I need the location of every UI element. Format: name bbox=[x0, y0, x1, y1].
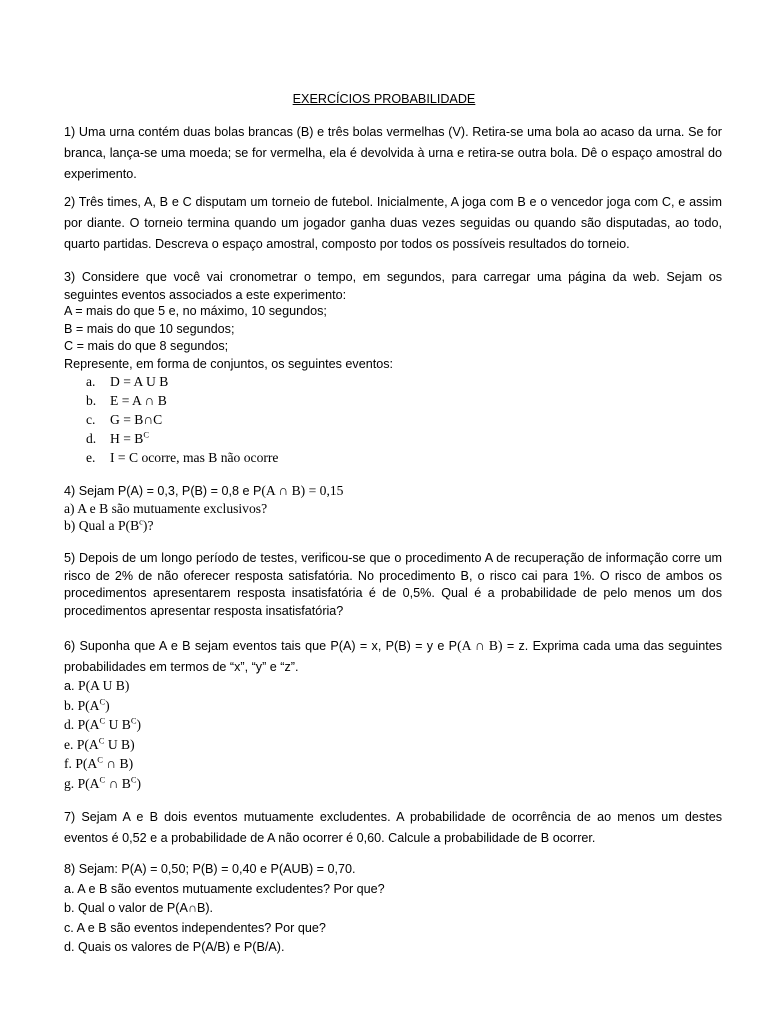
list-item: d. $P(A^C$ U $B^C$) bbox=[64, 715, 142, 732]
question-3-items bbox=[86, 372, 278, 467]
event-definition: C = mais do que 8 segundos; bbox=[64, 339, 229, 353]
question-3-intro: 3) Considere que você vai cronometrar o tempo, em segundos, para carregar uma página da web. Sejam os seguintes eventos associados a este experimento: bbox=[64, 270, 722, 302]
question-1: 1) Uma urna contém duas bolas brancas (B) e três bolas vermelhas (V). Retira-se uma bola ao acaso da urna. Se for branca, lança-se uma moeda; se for vermelha, ela é devolvida à urna e retira-se outra bola. Dê o espaço amostral do experimento. bbox=[64, 125, 722, 181]
question-7: 7) Sejam A e B dois eventos mutuamente excludentes. A probabilidade de ocorrência de ao menos um destes eventos é 0,52 e a probabilidade de A não ocorrer é 0,60. Calcule a probabilidade de B ocorrer. bbox=[64, 810, 722, 845]
list-item: c. A e B são eventos independentes? Por que? bbox=[64, 920, 326, 935]
list-item: b. E = A ∩ B bbox=[86, 393, 167, 408]
question-6-items bbox=[64, 676, 722, 793]
question-5: 5) Depois de um longo período de testes, verificou-se que o procedimento A de recuperação de informação corre um risco de 2% de não oferecer resposta satisfatória. No procedimento B, o risco cai para 1%. O risco de ambos os procedimentos apresentarem resposta insatisfatória é de 0,5%. Qual é a probabilidade de pelo menos um dos procedimentos apresentar resposta insatisfatória? bbox=[64, 551, 722, 618]
list-item: a. D = A U B bbox=[86, 374, 169, 389]
list-item: f. $P(A^C$ ∩ B) bbox=[64, 754, 134, 771]
list-item: a. A e B são eventos mutuamente excludentes? Por que? bbox=[64, 881, 385, 896]
list-item: a. P(A U B) bbox=[64, 678, 130, 693]
page-title: EXERCÍCIOS PROBABILIDADE bbox=[292, 92, 476, 106]
event-definition: A = mais do que 5 e, no máximo, 10 segundos; bbox=[64, 304, 327, 318]
question-8-head: 8) Sejam: P(A) = 0,50; P(B) = 0,40 e P(AUB) = 0,70. bbox=[64, 862, 356, 876]
event-definition: B = mais do que 10 segundos; bbox=[64, 321, 235, 336]
list-item: d. $H = B^C$ bbox=[86, 429, 150, 446]
instruction-line: Represente, em forma de conjuntos, os seguintes eventos: bbox=[64, 356, 394, 371]
list-item: e. I = C ocorre, mas B não ocorre bbox=[86, 450, 279, 465]
question-4 bbox=[64, 482, 722, 535]
list-item: b. Qual o valor de P(A∩B). bbox=[64, 901, 214, 915]
list-item: b. $P(A^C)$ bbox=[64, 695, 110, 713]
question-4-head: 4) Sejam P(A) = 0,3, P(B) = 0,8 e P(A ∩ B) = 0,15 bbox=[64, 483, 344, 498]
question-3-definitions bbox=[64, 303, 722, 373]
list-item: d. Quais os valores de P(A/B) e P(B/A). bbox=[64, 940, 285, 954]
question-8 bbox=[64, 860, 722, 958]
list-item: c. G = B∩C bbox=[86, 412, 163, 427]
question-4-a: a) A e B são mutuamente exclusivos? bbox=[64, 500, 268, 516]
list-item: e. $P(A^C$ U B) bbox=[64, 734, 135, 752]
question-6-intro: 6) Suponha que A e B sejam eventos tais que P(A) = x, P(B) = y e P(A ∩ B) = z. Exprima cada uma das seguintes probabilidades em termos de “x”, “y” e “z”. bbox=[64, 638, 722, 674]
question-4-b: b) Qual a $P(B^c)$? bbox=[64, 516, 154, 533]
question-2: 2) Três times, A, B e C disputam um torneio de futebol. Inicialmente, A joga com B e o vencedor joga com C, e assim por diante. O torneio termina quando um jogador ganha duas vezes seguidas ou quando são disputadas, ao todo, quarto partidas. Descreva o espaço amostral, composto por todos os possíveis resultados do torneio. bbox=[64, 195, 722, 251]
list-item: g. $P(A^C$ ∩ $B^C$) bbox=[64, 773, 142, 791]
